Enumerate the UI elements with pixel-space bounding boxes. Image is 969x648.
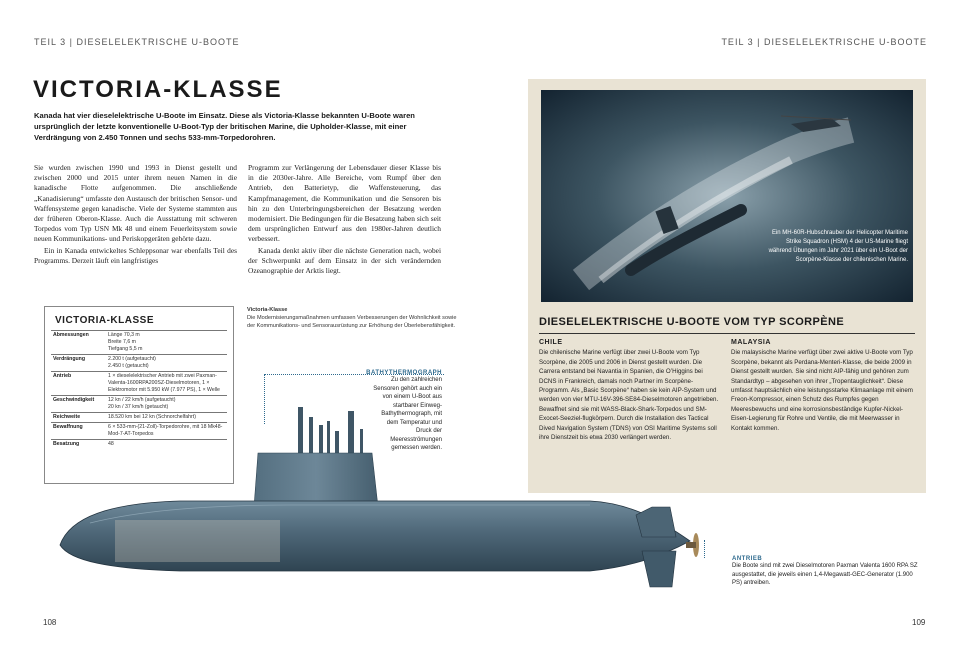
spec-key: Bewaffnung [53,424,83,430]
spec-value: 6 × 533-mm-(21-Zoll)-Torpedorohre, mit 18 Mk48-Mod-7-AT-Torpedos [108,424,223,437]
running-header-right: TEIL 3 | DIESELELEKTRISCHE U-BOOTE [721,37,927,47]
body-column-1 [34,163,237,267]
running-header-left: TEIL 3 | DIESELELEKTRISCHE U-BOOTE [34,37,240,47]
body-paragraph: Programm zur Verlängerung der Lebensdauer dieser Klasse bis in die 2030er-Jahre. Alle Bereiche, vom Rumpf über den Antrieb, den Batterietyp, die Waffensteuerung, das Kampfmanagement, die Kommunikation und die Sensoren bis hin zu den Unterbringungsbereichen der Besatzung werden modernisiert. Die Bedingungen für die Besatzung haben sich seit dem ursprünglichen Entwurf aus den 1980er-Jahren deutlich verbessert. [248,163,441,244]
spec-key: Abmessungen [53,332,89,338]
page-title: VICTORIA-KLASSE [33,76,283,103]
photo-caption: Ein MH-60R-Hubschrauber der Helicopter Maritime Strike Squadron (HSM) 4 der US-Marine fliegt während Übungen im Jahr 2021 über ein U-Boot der Scorpène-Klasse der chilenischen Marine. [768,230,908,263]
submarine-photo [541,90,913,302]
spec-value: 48 [108,441,114,447]
body-paragraph: Ein in Kanada entwickeltes Schleppsonar war ebenfalls Teil des Programms. Derzeit läuft ein langfristiges [34,245,237,265]
page-number-left: 108 [43,618,57,627]
chile-heading: CHILE [539,339,563,346]
body-paragraph: Sie wurden zwischen 1990 und 1993 in Dienst gestellt und zwischen 2000 und 2015 unter ihrem neuen Namen in die kanadische Flotte aufgenommen. Die anschließende „Kanadisierung“ umfasste den Austausch der britischen Sensor- und Waffensysteme gegen kanadische. Viele der Systeme stammten aus der früheren Oberon-Klasse. Auch die Ausstattung mit schweren Torpedos vom Typ USN Mk 48 und einem Feuerleitsystem sowie neuen Kommunikations- und Periskopgeräten gehörte dazu. [34,163,237,244]
spec-value: 2.200 t (aufgetaucht) 2.450 t (getaucht) [108,356,156,369]
victoria-caption-head: Victoria-Klasse [247,307,288,313]
antrieb-leader-line [704,540,705,558]
spec-value: 18.520 km bei 12 kn (Schnorchelfahrt) [108,414,196,420]
spec-row [51,330,227,354]
spec-key: Reichweite [53,414,81,420]
victoria-caption [247,306,457,330]
antrieb-annotation [732,556,922,588]
bathy-annotation-head: BATHYTHERMOGRAPH [366,370,442,376]
page-number-right: 109 [912,618,926,627]
spec-value: 1 × dieselelektrischer Antrieb mit zwei Paxman-Valenta-1600RPA200SZ-Dieselmotoren, 1 × Elektromotor mit 5.950 kW (7.977 PS), 1 × Welle [108,373,220,393]
scorpene-chile [539,338,719,442]
spec-key: Geschwindigkeit [53,397,95,403]
antrieb-annotation-text: Die Boote sind mit zwei Dieselmotoren Paxman Valenta 1600 RPA SZ ausgestattet, die jeweils einen 1,4-Megawatt-GEC-Generator (1.900 PS) antreiben. [732,563,918,586]
spec-box-title: VICTORIA-KLASSE [55,315,154,326]
scorpene-malaysia [731,338,915,433]
spec-row [51,371,227,395]
malaysia-text: Die malaysische Marine verfügt über zwei aktive U-Boote vom Typ Scorpène, bekannt als Perdana-Menteri-Klasse, die beide 2009 in Dienst gestellt wurden. Sie sind nicht AIP-fähig und gehören zum Standardtyp – abgesehen von ihrer „Tropentauglichkeit“. Diese umfasst hauptsächlich eine leistungsstarke Klimaanlage mit einem Freon-Kompressor, einen Schutz des Rumpfes gegen Meeresbewuchs und eine korrosionsbeständige Kupfer-Nickel-Eisen-Legierung für Rohre und Ventile, die mit Meerwasser in Kontakt kommen. [731,349,913,432]
malaysia-heading: MALAYSIA [731,339,771,346]
spec-key: Besatzung [53,441,80,447]
antrieb-annotation-head: ANTRIEB [732,556,763,562]
victoria-caption-text: Die Modernisierungsmaßnahmen umfassen Verbesserungen der Wohnlichkeit sowie der Kommunikations- und Sensorausrüstung zur Erhöhung der Überlebensfähigkeit. [247,315,457,329]
scorpene-title: DIESELELEKTRISCHE U-BOOTE VOM TYP SCORPÈNE [539,316,845,328]
lead-paragraph: Kanada hat vier dieselelektrische U-Boote im Einsatz. Diese als Victoria-Klasse bekannten U-Boote waren ursprünglich der letzte konventionelle U-Boot-Typ der britischen Marine, die Upholder-Klasse, mit einer Verdrängung von 2.450 Tonnen und sechs 533-mm-Torpedorohren. [34,111,415,142]
spec-value: 12 kn / 22 km/h (aufgetaucht) 20 kn / 37 km/h (getaucht) [108,397,176,410]
body-paragraph: Kanada denkt aktiv über die nächste Generation nach, wobei der Schwerpunkt auf dem Einsatz in der sich verändernden Ozeanographie der Arktis liegt. [248,245,441,276]
bathy-annotation-text: Zu den zahlreichen Sensoren gehört auch ein von einem U-Boot aus startbarer Einweg-Bathythermograph, mit dem Temperatur und Druck der Meeresströmungen gemessen werden. [373,377,442,451]
spec-row [51,354,227,371]
spec-value: Länge 70,3 m Breite 7,6 m Tiefgang 5,5 m [108,332,143,352]
scorpene-divider [539,333,915,334]
spec-key: Verdrängung [53,356,85,362]
body-column-2 [248,163,441,277]
spec-key: Antrieb [53,373,72,379]
chile-text: Die chilenische Marine verfügt über zwei U-Boote vom Typ Scorpène, die 2005 und 2006 in Dienst gestellt wurden. Die Carrera entstand bei Navantia in Spanien, die O’Higgins bei DCNS in Frankreich, damals noch Partner im Scorpène-Programm. Als „Basic Scorpène“ haben sie kein AIP-System und werden von vier MTU-16V-396-SE84-Dieselmotoren angetrieben. Bewaffnet sind sie mit WASS-Black-Shark-Torpedos und SM-Exocet-Seeziel-flugkörpern. Durch die Installation des Tactical Dived Navigation System (TDNS) von OSI Maritime Systems soll ihre Dienstzeit bis etwa 2030 verlängert werden. [539,349,719,442]
